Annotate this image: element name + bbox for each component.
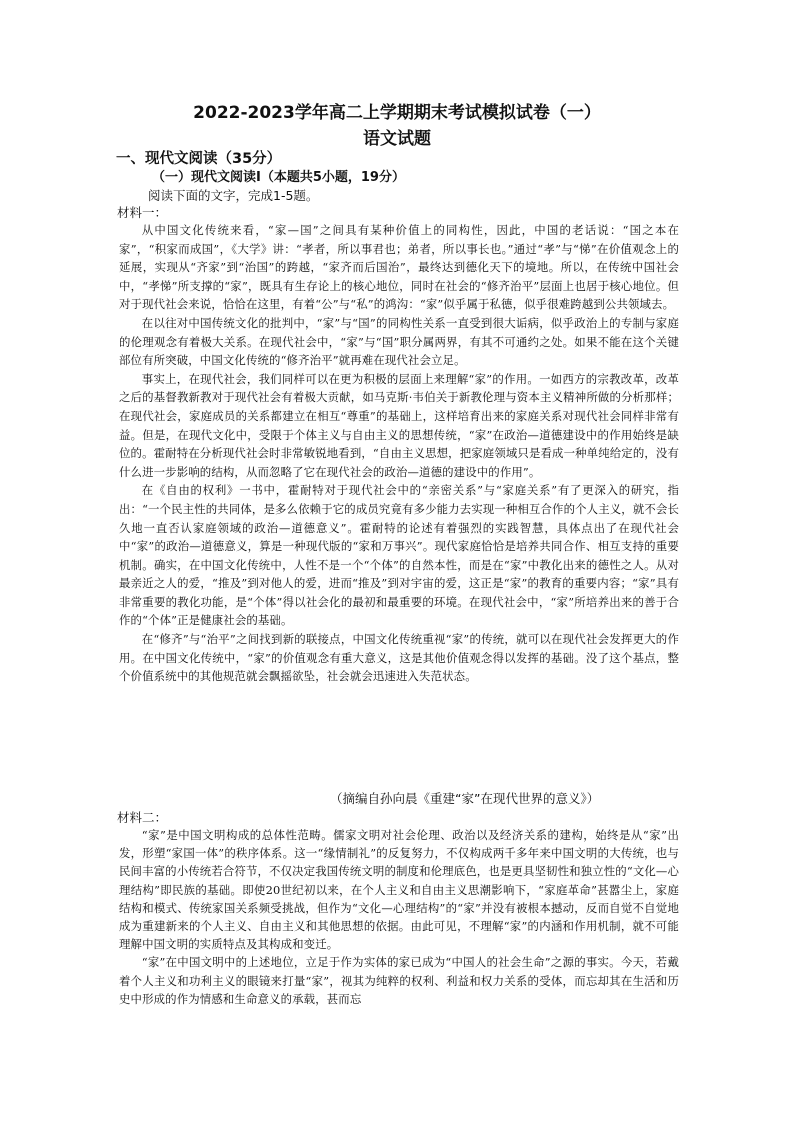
material-1-source: （摘编自孙向晨《重建“家”在现代世界的意义》） <box>330 791 600 806</box>
paragraph: 在《自由的权利》一书中，霍耐特对于现代社会中的“亲密关系”与“家庭关系”有了更深入的研究，指出：“一个民主性的共同体，是多么依赖于它的成员究竟有多少能力去实现一种相互合作的个人主义，就不会长久地一直否认家庭领域的政治—道德意义”。霍耐特的论述有着强烈的实践智慧，具体点出了在现代社会中“家”的政治—道德意义，算是一种现代版的“家和万事兴”。现代家庭恰恰是培养共同合作、相互支持的重要机制。确实，在中国文化传统中，人性不是一个“个体”的自然本性，而是在“家”中教化出来的德性之人。从对最亲近之人的爱，“推及”到对他人的爱，进而“推及”到对宇宙的爱，这正是“家”的教育的重要内容；“家”具有非常重要的教化功能，是“个体”得以社会化的最初和最重要的环境。在现代社会中，“家”所培养出来的善于合作的“个体”正是健康社会的基础。 <box>119 483 679 628</box>
exam-subtitle: 语文试题 <box>363 129 431 149</box>
material-1-label: 材料一： <box>117 205 168 220</box>
paragraph: 事实上，在现代社会，我们同样可以在更为积极的层面上来理解“家”的作用。一如西方的宗教改革，改革之后的基督教新教对于现代社会有着极大贡献，如马克斯·韦伯关于新教伦理与资本主义精神所做的分析那样；在现代社会，家庭成员的关系都建立在相互“尊重”的基础上，这样培育出来的家庭关系对现代社会同样非常有益。但是，在现代文化中，受限于个体主义与自由主义的思想传统，“家”在政治—道德建设中的作用始终是缺位的。霍耐特在分析现代社会时非常敏锐地看到，“自由主义思想，把家庭领域只是看成一种单纯给定的，没有什么进一步影响的结构，从而忽略了它在现代社会的政治—道德的建设中的作用”。 <box>119 371 679 479</box>
paragraph: “家”是中国文明构成的总体性范畴。儒家文明对社会伦理、政治以及经济关系的建构，始终是从“家”出发，形塑“家国一体”的秩序体系。这一“缘情制礼”的反复努力，不仅构成两千多年来中国文明的大传统，也与民间丰富的小传统若合符节，不仅决定我国传统文明的制度和伦理底色，也是更具坚韧性和独立性的“文化—心理结构”即民族的基础。即使20世纪初以来，在个人主义和自由主义思潮影响下，“家庭革命”甚嚣尘上，家庭结构和模式、传统家国关系频受挑战，但作为“文化—心理结构”的“家”并没有被根本撼动，反而自觉不自觉地成为重建新来的个人主义、自由主义和其他思想的依据。由此可见，不理解“家”的内涵和作用机制，就不可能理解中国文明的实质特点及其构成和变迁。 <box>119 828 679 952</box>
paragraph: 在“修齐”与“治平”之间找到新的联接点，中国文化传统重视“家”的传统，就可以在现代社会发挥更大的作用。在中国文化传统中，“家”的价值观念有重大意义，这是其他价值观念得以发挥的基础。没了这个基点，整个价值系统中的其他规范就会飘摇欲坠，社会就会迅速进入失范状态。 <box>119 632 679 684</box>
reading-instruction: 阅读下面的文字，完成1-5题。 <box>148 188 319 203</box>
exam-title: 2022-2023学年高二上学期期末考试模拟试卷（一） <box>193 103 601 123</box>
paragraph: 从中国文化传统来看，“家—国”之间具有某种价值上的同构性，因此，中国的老话说：“国之本在家”，“积家而成国”，《大学》讲：“孝者，所以事君也；弟者，所以事长也。”通过“孝”与“悌”在价值观念上的延展，实现从“齐家”到“治国”的跨越，“家齐而后国治”，最终达到德化天下的境地。所以，在传统中国社会中，“孝悌”所支撑的“家”，既具有生存论上的核心地位，同时在社会的“修齐治平”层面上也居于核心地位。但对于现代社会来说，恰恰在这里，有着“公”与“私”的鸿沟：“家”似乎属于私德，似乎很难跨越到公共领域去。 <box>119 223 679 312</box>
section-subheading: （一）现代文阅读Ⅰ（本题共5小题，19分） <box>152 170 405 185</box>
material-1-body <box>119 221 679 686</box>
paragraph: “家”在中国文明中的上述地位，立足于作为实体的家已成为“中国人的社会生命”之源的事实。今天，若戴着个人主义和功利主义的眼镜来打量“家”，视其为纯粹的权利、利益和权力关系的受体，而忘却其在生活和历史中形成的作为情感和生命意义的承载，甚而忘 <box>119 955 679 1006</box>
material-2-label: 材料二： <box>117 810 168 825</box>
paragraph: 在以往对中国传统文化的批判中，“家”与“国”的同构性关系一直受到很大诟病，似乎政治上的专制与家庭的伦理观念有着极大关系。在现代社会中，“家”与“国”职分属两界，有其不可通约之处。如果不能在这个关键部位有所突破，中国文化传统的“修齐治平”就再难在现代社会立足。 <box>119 315 679 368</box>
section-heading: 一、现代文阅读（35分） <box>116 151 282 167</box>
material-2-body <box>119 826 679 1008</box>
